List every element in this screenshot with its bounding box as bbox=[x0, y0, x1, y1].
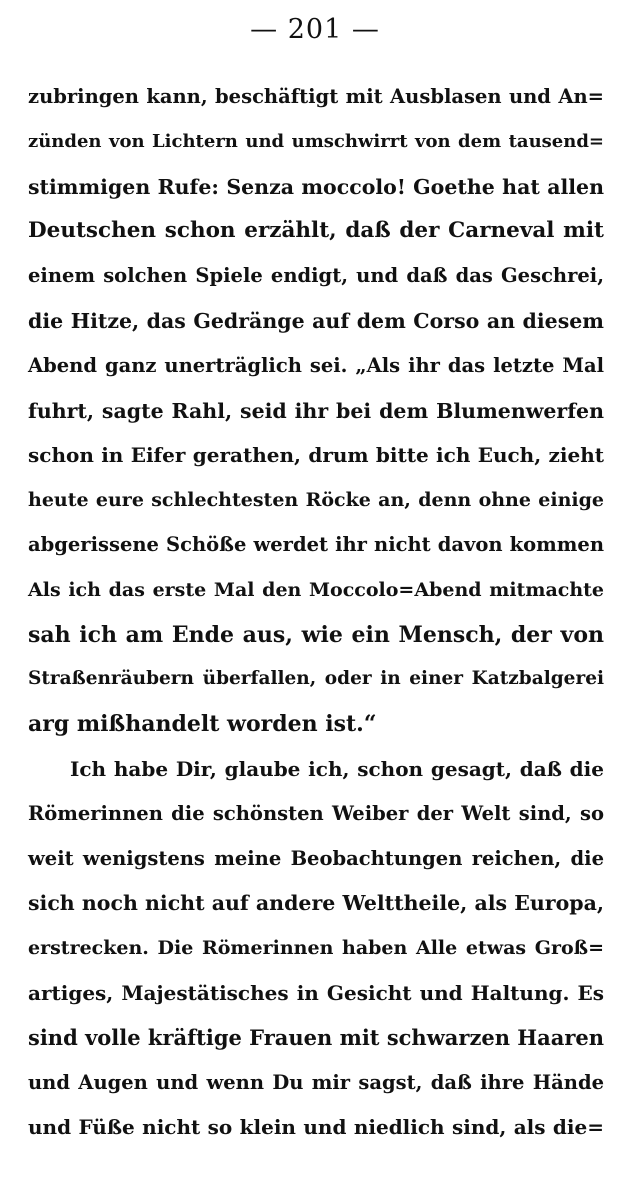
text-line: Straßenräubern überfallen, oder in einer Katzbalgerei bbox=[28, 668, 604, 690]
text-line: stimmigen Rufe: Senza moccolo! Goethe hat allen bbox=[28, 174, 604, 199]
text-line: heute eure schlechtesten Röcke an, denn ohne einige bbox=[28, 489, 604, 512]
text-line: sich noch nicht auf andere Welttheile, als Europa, bbox=[28, 891, 604, 916]
text-line: erstrecken. Die Römerinnen haben Alle etwas Groß= bbox=[28, 937, 604, 960]
paragraph-end-line: arg mißhandelt worden ist.“ bbox=[28, 711, 377, 738]
text-line: artiges, Majestätisches in Gesicht und Haltung. Es bbox=[28, 980, 604, 1005]
text-line: Römerinnen die schönsten Weiber der Welt sind, so bbox=[28, 801, 604, 825]
text-line: abgerissene Schöße werdet ihr nicht davon kommen bbox=[28, 532, 604, 556]
page-number: — 201 — bbox=[250, 14, 380, 45]
body-text bbox=[28, 75, 604, 1150]
text-line: und Augen und wenn Du mir sagst, daß ihre Hände bbox=[28, 1070, 604, 1094]
text-line: einem solchen Spiele endigt, und daß das Geschrei, bbox=[28, 264, 604, 288]
text-line: schon in Eifer gerathen, drum bitte ich Euch, zieht bbox=[28, 443, 604, 468]
text-line: zünden von Lichtern und umschwirrt von dem tausend= bbox=[28, 130, 604, 152]
text-line: fuhrt, sagte Rahl, seid ihr bei dem Blumenwerfen bbox=[28, 398, 604, 423]
text-line: Abend ganz unerträglich sei. „Als ihr das letzte Mal bbox=[28, 353, 604, 377]
text-line: zubringen kann, beschäftigt mit Ausblasen und An= bbox=[28, 85, 604, 108]
text-line: und Füße nicht so klein und niedlich sind, als die= bbox=[28, 1115, 604, 1140]
text-line: Als ich das erste Mal den Moccolo=Abend mitmachte bbox=[28, 578, 604, 601]
text-line: die Hitze, das Gedränge auf dem Corso an diesem bbox=[28, 308, 604, 333]
text-line: Deutschen schon erzählt, daß der Carneval mit bbox=[28, 218, 604, 244]
text-line: sah ich am Ende aus, wie ein Mensch, der von bbox=[28, 621, 604, 648]
paragraph-start-line: Ich habe Dir, glaube ich, schon gesagt, daß die bbox=[70, 756, 604, 781]
text-line: weit wenigstens meine Beobachtungen reichen, die bbox=[28, 846, 604, 870]
text-line: sind volle kräftige Frauen mit schwarzen Haaren bbox=[28, 1024, 605, 1050]
